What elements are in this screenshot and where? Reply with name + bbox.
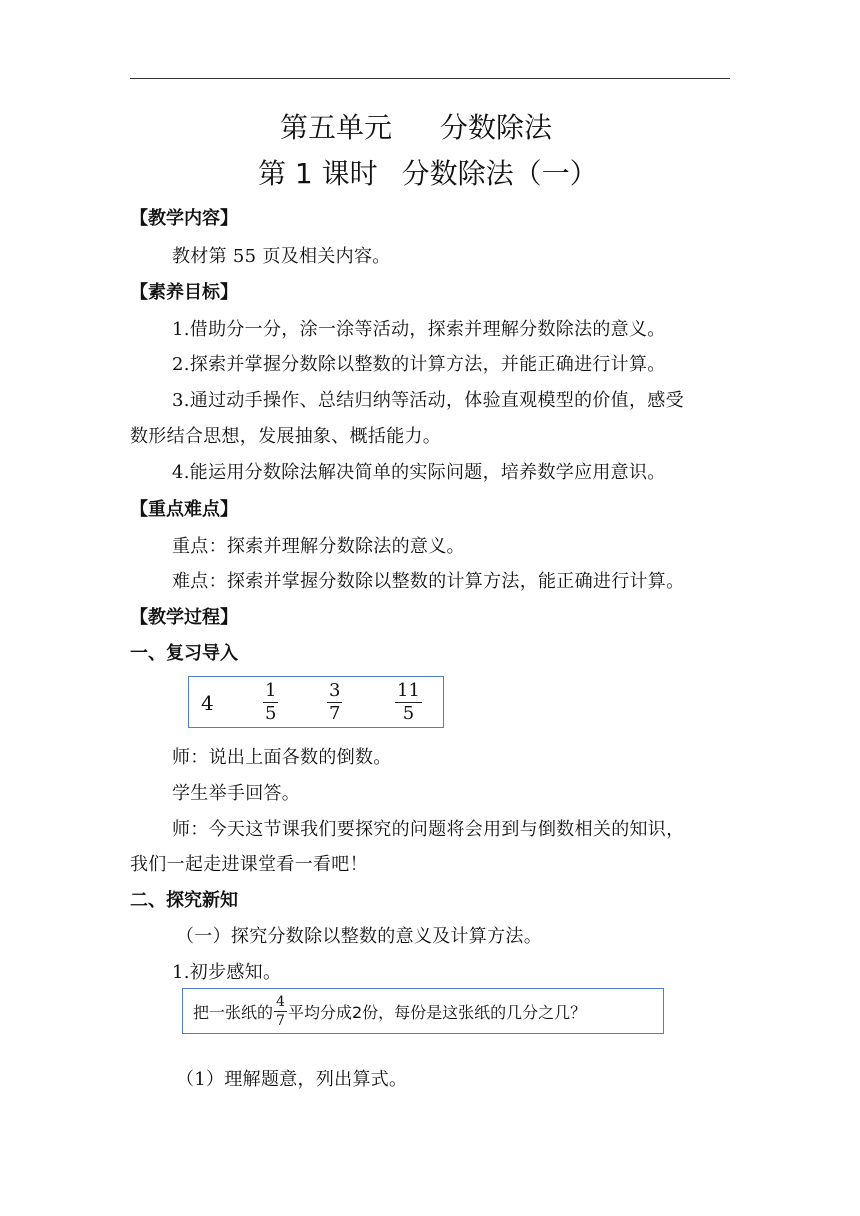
numbers-box: [188, 676, 444, 728]
problem-box: [182, 988, 664, 1034]
problem-text-before: 把一张纸的: [193, 1002, 274, 1022]
objective-item: 数形结合思想，发展抽象、概括能力。: [130, 426, 442, 447]
whole-number: 4: [201, 691, 214, 715]
problem-fraction: [274, 995, 287, 1028]
objective-item: 3.通过动手操作、总结归纳等活动，体验直观模型的价值，感受: [172, 390, 684, 411]
key-point-text: 重点：探索并理解分数除法的意义。: [172, 536, 465, 557]
student-line: 学生举手回答。: [172, 783, 301, 804]
fraction-denominator: 7: [329, 703, 341, 724]
fraction-bar: [274, 1011, 287, 1012]
fraction-numerator: 1: [265, 680, 277, 701]
process-heading: 【教学过程】: [130, 607, 238, 628]
part1-title: 一、复习导入: [130, 643, 238, 664]
header-rule: [130, 78, 730, 79]
objectives-heading: 【素养目标】: [130, 282, 238, 303]
lesson-name: 分数除法（一）: [401, 157, 598, 190]
teaching-content-text: 教材第 55 页及相关内容。: [172, 246, 391, 267]
fraction-denominator: 5: [402, 703, 415, 724]
part2-step: 1.初步感知。: [172, 962, 282, 983]
fraction-numerator: 4: [276, 993, 285, 1010]
part2-sub: （一）探究分数除以整数的意义及计算方法。: [176, 926, 542, 947]
lesson-title: [258, 152, 598, 192]
teacher-line: 师：今天这节课我们要探究的问题将会用到与倒数相关的知识，: [172, 819, 685, 840]
teacher-line: 师：说出上面各数的倒数。: [172, 747, 392, 768]
key-points-heading: 【重点难点】: [130, 499, 238, 520]
fraction-1-5: [263, 682, 278, 723]
difficult-point-text: 难点：探索并掌握分数除以整数的计算方法，能正确进行计算。: [172, 571, 685, 592]
objective-item: 4.能运用分数除法解决简单的实际问题，培养数学应用意识。: [172, 462, 666, 483]
fraction-3-7: [327, 682, 342, 723]
fraction-denominator: 7: [276, 1012, 285, 1029]
objective-item: 1.借助分一分，涂一涂等活动，探索并理解分数除法的意义。: [172, 319, 666, 340]
teacher-line-cont: 我们一起走进课堂看一看吧！: [130, 854, 368, 875]
part2-title: 二、探究新知: [130, 890, 238, 911]
fraction-numerator: 11: [397, 680, 420, 701]
problem-text-after: 平均分成2份，每份是这张纸的几分之几？: [287, 1002, 587, 1022]
part2-step-1: （1）理解题意，列出算式。: [176, 1069, 408, 1090]
unit-title: [280, 106, 552, 146]
lesson-label: 第 1 课时: [258, 157, 378, 190]
teaching-content-heading: 【教学内容】: [130, 208, 238, 229]
unit-name: 分数除法: [440, 111, 553, 144]
fraction-11-5: [395, 682, 422, 723]
fraction-numerator: 3: [329, 680, 341, 701]
objective-item: 2.探索并掌握分数除以整数的计算方法，并能正确进行计算。: [172, 354, 666, 375]
unit-label: 第五单元: [280, 111, 393, 144]
fraction-denominator: 5: [265, 703, 277, 724]
